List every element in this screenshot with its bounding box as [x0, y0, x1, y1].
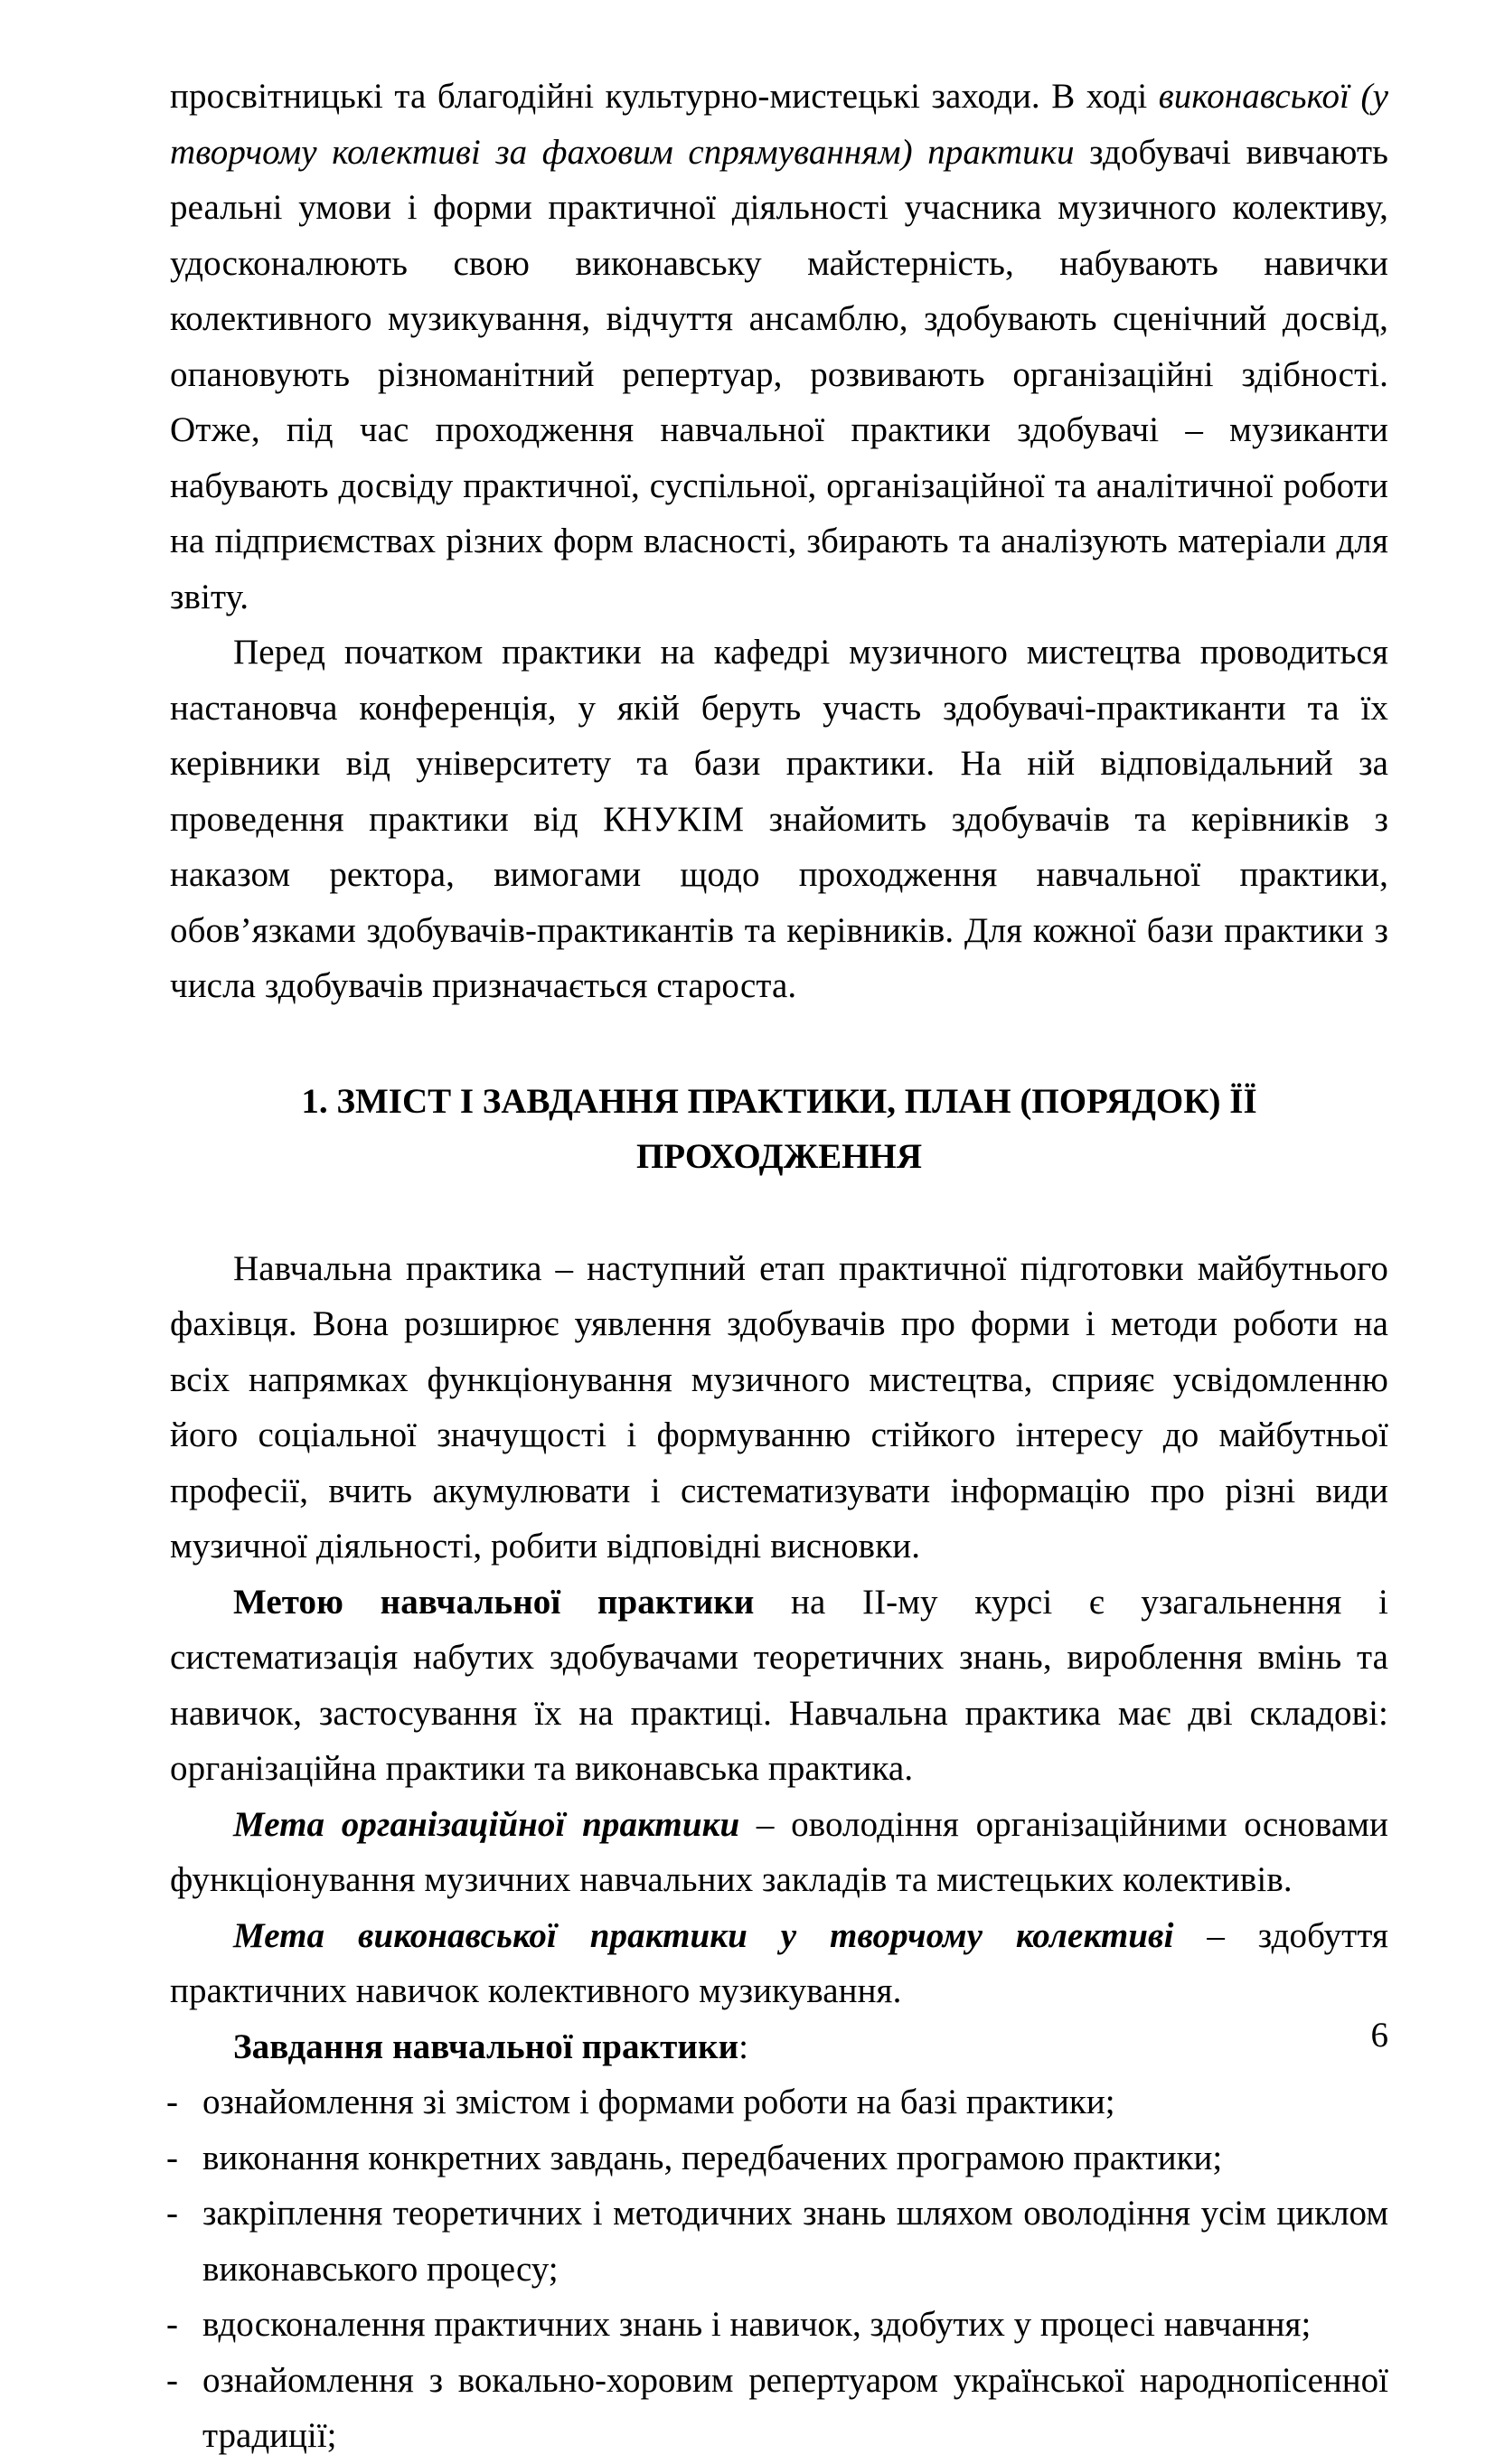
list-bullet-dash: - — [166, 2138, 178, 2177]
organizational-practice-label: Мета організаційної практики — [233, 1804, 740, 1844]
page-content — [166, 69, 1388, 2464]
heading-bottom-spacer — [170, 1185, 1388, 1241]
body-paragraph-2: Перед початком практики на кафедрі музичного мистецтва проводиться настановча конференція, у якій беруть участь здобувачі-практиканти та їх керівники від університету та бази практики. На ній відповідальний за проведення практики від КНУКІМ знайомить здобувачів та керівників з наказом ректора, вимогами щодо проходження навчальної практики, обов’язками здобувачів-практикантів та керівників. Для кожної бази практики з числа здобувачів призначається староста. — [170, 633, 1388, 1005]
list-bullet-dash: - — [166, 2083, 178, 2121]
paragraph-1-italic-run: виконавської (у творчому колективі за фаховим спрямуванням) практики — [170, 77, 1388, 172]
task-list-item-text: вдосконалення практичних знань і навичок, здобутих у процесі навчання; — [202, 2305, 1312, 2344]
section-paragraph-2-run-2: на ІІ-му курсі є узагальнення і систематизація набутих здобувачами теоретичних знань, вироблення вмінь та навичок, застосування їх на практиці. Навчальна практика має дві складові: організаційна практики та виконавська практика. — [170, 1582, 1388, 1788]
body-paragraph-1 — [170, 69, 1388, 625]
paragraph-1-run-1: просвітницькі та благодійні культурно-мистецькі заходи. В ході — [170, 77, 1159, 116]
list-bullet-dash: - — [166, 2360, 178, 2400]
list-bullet-dash: - — [166, 2305, 178, 2344]
task-list — [166, 2074, 1388, 2464]
section-heading — [170, 1074, 1388, 1185]
section-paragraph-4-run-2: – здобуття практичних навичок колективного музикування. — [170, 1915, 1388, 2010]
task-list-item-text: ознайомлення з вокально-хоровим репертуаром української народнопісенної традиції; — [202, 2360, 1388, 2455]
task-list-item — [166, 2353, 1388, 2464]
section-heading-line-2: ПРОХОДЖЕННЯ — [635, 1137, 923, 1176]
purpose-label: Метою навчальної практики — [233, 1582, 755, 1622]
section-paragraph-1: Навчальна практика – наступний етап практичної підготовки майбутнього фахівця. Вона розширює уявлення здобувачів про форми і методи роботи на всіх напрямках функціонування музичного мистецтва, сприяє усвідомленню його соціальної значущості і формуванню стійкого інтересу до майбутньої професії, вчить акумулювати і систематизувати інформацію про різні види музичної діяльності, робити відповідні висновки. — [170, 1248, 1388, 1566]
tasks-intro — [170, 2016, 1388, 2075]
page-number: 6 — [1370, 2016, 1388, 2055]
heading-top-spacer — [170, 1014, 1388, 1074]
task-list-item — [166, 2297, 1388, 2353]
task-list-item — [166, 2074, 1388, 2130]
task-list-item — [166, 2130, 1388, 2187]
task-list-item-text: закріплення теоретичних і методичних знань шляхом оволодіння усім циклом виконавського процесу; — [202, 2194, 1388, 2289]
section-paragraph-4 — [170, 1908, 1388, 2019]
section-paragraph-3 — [170, 1797, 1388, 1908]
task-list-item-text: ознайомлення зі змістом і формами роботи на базі практики; — [202, 2083, 1115, 2121]
section-heading-line-1: 1. ЗМІСТ І ЗАВДАННЯ ПРАКТИКИ, ПЛАН (ПОРЯДОК) ЇЇ — [301, 1081, 1257, 1121]
list-bullet-dash: - — [166, 2194, 178, 2233]
tasks-colon: : — [738, 2027, 749, 2066]
paragraph-1-run-3: здобувачі вивчають реальні умови і форми практичної діяльності учасника музичного колективу, удосконалюють свою виконавську майстерність, набувають навички колективного музикування, відчуття ансамблю, здобувають сценічний досвід, опановують різноманітний репертуар, розвивають організаційні здібності. Отже, під час проходження навчальної практики здобувачі – музиканти набувають досвіду практичної, суспільної, організаційної та аналітичної роботи на підприємствах різних форм власності, збирають та аналізують матеріали для звіту. — [170, 132, 1388, 616]
task-list-item — [166, 2186, 1388, 2297]
task-list-item-text: виконання конкретних завдань, передбачених програмою практики; — [202, 2138, 1223, 2177]
section-paragraph-2 — [170, 1575, 1388, 1797]
section-paragraph-3-run-2: – оволодіння організаційними основами функціонування музичних навчальних закладів та мистецьких колективів. — [170, 1804, 1388, 1899]
tasks-label: Завдання навчальної практики — [233, 2027, 739, 2066]
performance-practice-label: Мета виконавської практики у творчому колективі — [233, 1915, 1174, 1955]
